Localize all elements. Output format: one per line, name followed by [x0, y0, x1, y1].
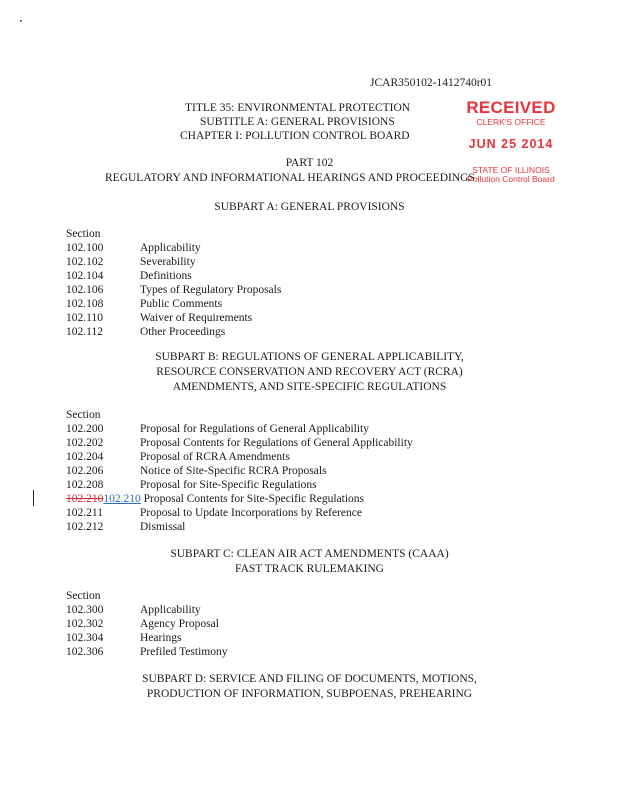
stamp-received: RECEIVED	[466, 98, 556, 117]
toc-row	[66, 256, 196, 268]
document-id: JCAR350102-1412740r01	[370, 77, 493, 89]
toc-row	[66, 465, 327, 477]
toc-number: 102.108	[66, 298, 104, 310]
subpart-d-heading: PRODUCTION OF INFORMATION, SUBPOENAS, PREHEARING	[146, 688, 473, 700]
stamp-clerks-office: CLERK'S OFFICE	[476, 117, 546, 127]
toc-row	[66, 326, 225, 338]
toc-number: 102.102	[66, 256, 104, 268]
toc-title: Proposal to Update Incorporations by Reference	[140, 507, 362, 519]
toc-row	[66, 507, 362, 519]
toc-row	[66, 312, 252, 324]
toc-number: 102.212	[66, 521, 104, 533]
section-label: Section	[66, 228, 101, 240]
toc-title: Dismissal	[140, 521, 186, 533]
stamp-board: Pollution Control Board	[467, 174, 555, 184]
toc-row	[66, 298, 222, 310]
title-line: TITLE 35: ENVIRONMENTAL PROTECTION	[185, 102, 411, 114]
toc-title: Types of Regulatory Proposals	[140, 284, 282, 296]
subpart-a-heading: SUBPART A: GENERAL PROVISIONS	[214, 201, 405, 213]
subpart-c-heading: FAST TRACK RULEMAKING	[235, 563, 384, 575]
toc-title: Notice of Site-Specific RCRA Proposals	[140, 465, 327, 477]
inserted-number: 102.210	[103, 493, 141, 505]
toc-title: Definitions	[140, 270, 192, 282]
toc-row	[66, 521, 185, 533]
subtitle-line: SUBTITLE A: GENERAL PROVISIONS	[200, 116, 395, 128]
section-label: Section	[66, 409, 101, 421]
toc-number: 102.300	[66, 604, 104, 616]
toc-number: 102.110	[66, 312, 103, 324]
toc-title: Severability	[140, 256, 196, 268]
toc-row	[66, 423, 369, 435]
toc-number: 102.208	[66, 479, 104, 491]
toc-row	[66, 646, 227, 658]
toc-number: 102.104	[66, 270, 104, 282]
toc-number: 102.206	[66, 465, 104, 477]
toc-row	[66, 604, 201, 616]
scan-speck	[20, 20, 22, 22]
toc-row	[66, 437, 413, 449]
toc-title: Hearings	[140, 632, 182, 644]
toc-row	[66, 284, 281, 296]
toc-number: 102.211	[66, 507, 103, 519]
subpart-d-heading: SUBPART D: SERVICE AND FILING OF DOCUMENTS, MOTIONS,	[142, 673, 477, 685]
toc-title: Waiver of Requirements	[140, 312, 253, 324]
toc-title: Proposal of RCRA Amendments	[140, 451, 290, 463]
subpart-b-heading: AMENDMENTS, AND SITE-SPECIFIC REGULATIONS	[172, 381, 447, 393]
toc-number: 102.200	[66, 423, 104, 435]
subpart-b-heading: SUBPART B: REGULATIONS OF GENERAL APPLICABILITY,	[155, 351, 464, 363]
part-number: PART 102	[285, 157, 334, 169]
part-title: REGULATORY AND INFORMATIONAL HEARINGS AND PROCEEDINGS	[105, 172, 475, 184]
deleted-number: 102.210	[66, 493, 104, 505]
subpart-b-heading: RESOURCE CONSERVATION AND RECOVERY ACT (RCRA)	[156, 366, 463, 378]
toc-number: 102.100	[66, 242, 104, 254]
toc-row	[66, 479, 317, 491]
toc-title: Prefiled Testimony	[140, 646, 228, 658]
change-bar	[33, 490, 34, 506]
toc-title: Proposal Contents for Site-Specific Regulations	[143, 493, 365, 505]
toc-number: 102.112	[66, 326, 103, 338]
toc-title: Agency Proposal	[140, 618, 219, 630]
toc-title: Applicability	[140, 242, 201, 254]
toc-number: 102.302	[66, 618, 104, 630]
toc-row	[66, 242, 201, 254]
toc-title: Proposal for Site-Specific Regulations	[140, 479, 317, 491]
toc-row	[66, 618, 219, 630]
toc-number: 102.202	[66, 437, 104, 449]
toc-number: 102.106	[66, 284, 104, 296]
stamp-state: STATE OF ILLINOIS	[472, 165, 550, 175]
toc-number: 102.304	[66, 632, 104, 644]
chapter-line: CHAPTER I: POLLUTION CONTROL BOARD	[180, 130, 410, 142]
toc-row-revised	[66, 493, 364, 505]
toc-row	[66, 270, 192, 282]
toc-title: Other Proceedings	[140, 326, 226, 338]
toc-row	[66, 451, 290, 463]
toc-number: 102.204	[66, 451, 104, 463]
toc-row	[66, 632, 182, 644]
subpart-c-heading: SUBPART C: CLEAN AIR ACT AMENDMENTS (CAAA)	[170, 548, 449, 560]
toc-title: Proposal for Regulations of General Applicability	[140, 423, 369, 435]
stamp-date: JUN 25 2014	[468, 137, 554, 151]
toc-title: Applicability	[140, 604, 201, 616]
section-label: Section	[66, 590, 101, 602]
toc-title: Public Comments	[140, 298, 223, 310]
toc-title: Proposal Contents for Regulations of General Applicability	[140, 437, 413, 449]
toc-number: 102.306	[66, 646, 104, 658]
